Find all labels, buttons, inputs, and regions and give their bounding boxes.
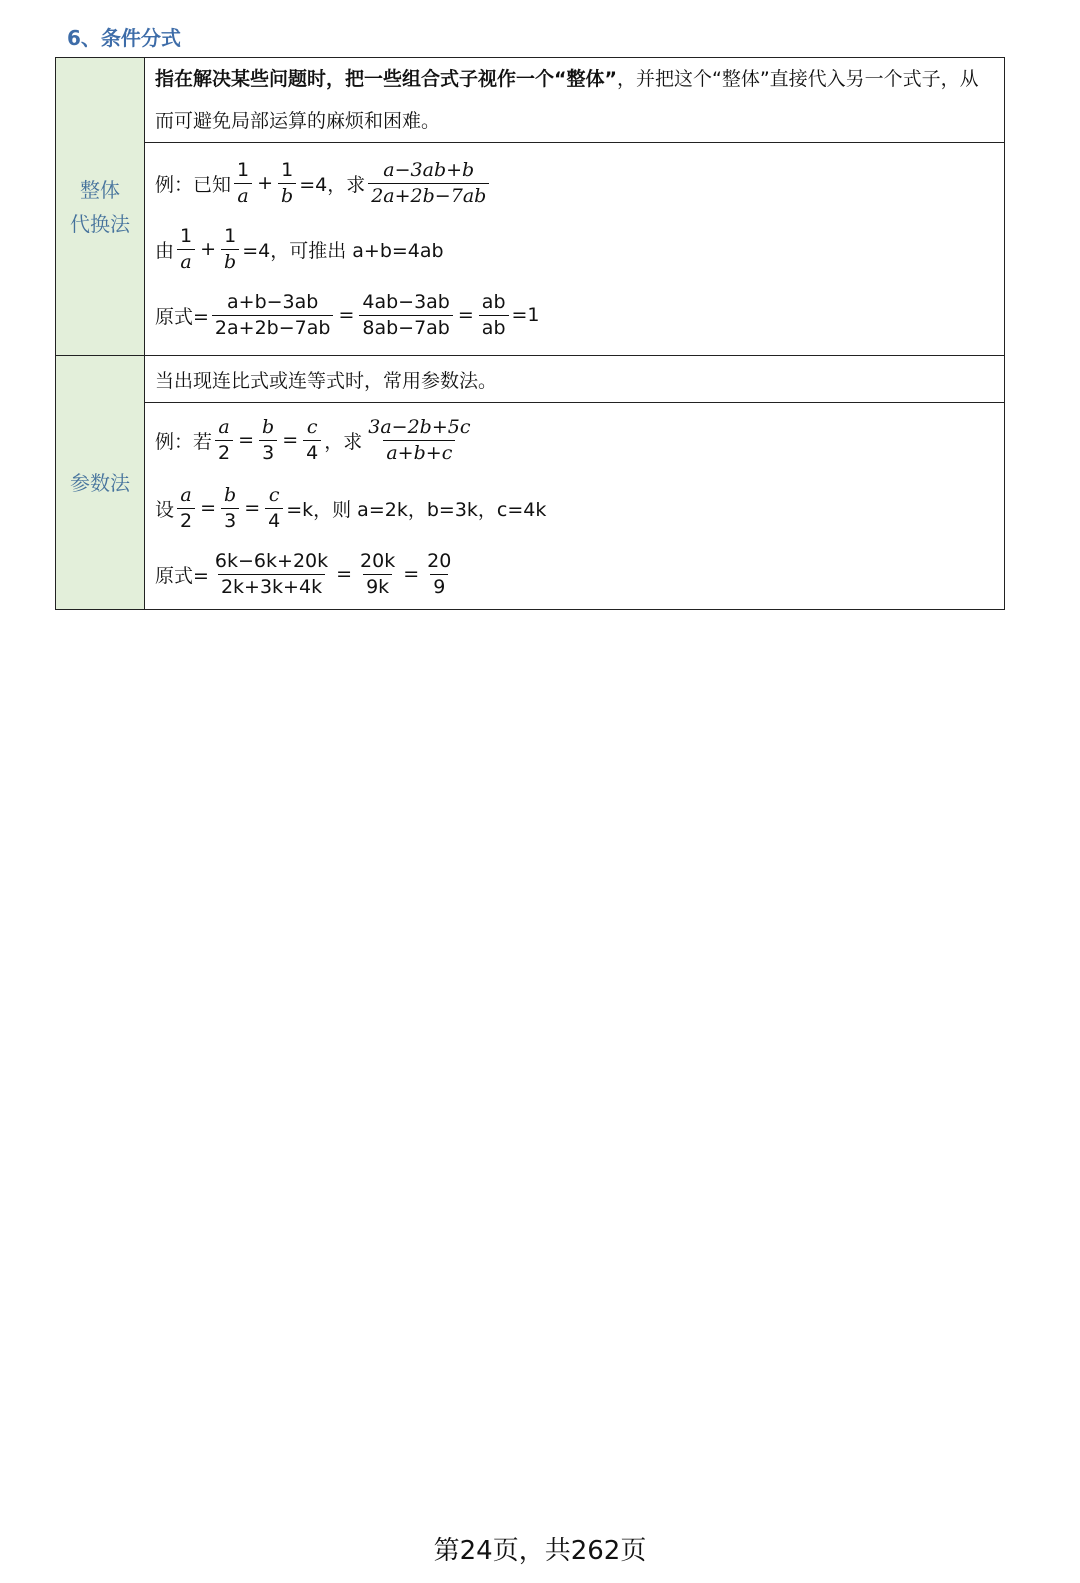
definition-bold-text: 指在解决某些问题时，把一些组合式子视作一个“整体”	[155, 68, 617, 90]
equals-sign: =	[336, 563, 353, 585]
target-fraction	[368, 159, 489, 208]
equals-sign: =	[238, 429, 255, 451]
fraction-b-over-3	[221, 484, 239, 533]
solution-line	[155, 282, 994, 348]
denominator: 3	[259, 440, 277, 465]
fraction-a-over-2	[177, 484, 195, 533]
example-line	[155, 405, 994, 475]
numerator: b	[262, 415, 275, 438]
denominator: 2a+2b−7ab	[212, 315, 334, 340]
solution-fraction-3	[479, 291, 509, 340]
derivation-result: =4，可推出 a+b=4ab	[242, 239, 444, 262]
example-cell	[145, 403, 1005, 610]
setup-line	[155, 475, 994, 541]
example-condition: =4，求	[299, 173, 366, 196]
example-cell	[145, 143, 1005, 356]
definition-text: ，并把这个“整体”直接代入另一个式子，从而可避免局部运算的麻烦和困难。	[155, 68, 979, 132]
numerator: 20	[427, 549, 452, 572]
solution-result: =1	[511, 304, 540, 326]
plus-sign: +	[200, 238, 217, 260]
solution-fraction-1	[212, 550, 331, 599]
numerator: a−3ab+b	[383, 158, 475, 181]
fraction-1-over-a	[234, 159, 252, 208]
denominator: a	[177, 249, 194, 274]
page-footer: 第24页，共262页	[433, 1536, 647, 1566]
denominator: b	[221, 249, 239, 274]
numerator: 1	[180, 224, 193, 247]
setup-result: =k，则 a=2k，b=3k，c=4k	[286, 498, 547, 521]
derivation-line	[155, 216, 994, 282]
numerator: 1	[281, 158, 294, 181]
solution-fraction-1	[212, 291, 334, 340]
solution-fraction-2	[359, 291, 453, 340]
denominator: 4	[265, 508, 283, 533]
equals-sign: =	[457, 304, 474, 326]
numerator: a+b−3ab	[227, 290, 319, 313]
fraction-1-over-b	[221, 225, 239, 274]
equals-sign: =	[244, 497, 261, 519]
numerator: 1	[237, 158, 250, 181]
section-heading: 6、条件分式	[67, 26, 181, 50]
label-whole-substitution	[56, 58, 145, 356]
denominator: 2	[215, 440, 233, 465]
label-line: 代换法	[70, 211, 130, 236]
fraction-1-over-b	[278, 159, 296, 208]
denominator: a+b+c	[383, 440, 455, 465]
numerator: a	[180, 483, 192, 506]
label-line: 整体	[80, 177, 120, 202]
numerator: c	[306, 415, 318, 438]
fraction-b-over-3	[259, 416, 277, 465]
denominator: 3	[221, 508, 239, 533]
denominator: 9k	[363, 574, 392, 599]
numerator: 4ab−3ab	[362, 290, 450, 313]
denominator: 2k+3k+4k	[218, 574, 325, 599]
numerator: ab	[481, 290, 506, 313]
row-whole-substitution-example	[56, 143, 1005, 356]
plus-sign: +	[257, 172, 274, 194]
denominator: 2a+2b−7ab	[368, 183, 489, 208]
row-whole-substitution-definition	[56, 58, 1005, 143]
numerator: 3a−2b+5c	[368, 415, 471, 438]
solution-fraction-3	[424, 550, 454, 599]
denominator: 8ab−7ab	[359, 315, 453, 340]
fraction-a-over-2	[215, 416, 233, 465]
denominator: b	[278, 183, 296, 208]
label-line: 参数法	[70, 470, 130, 495]
equals-sign: =	[200, 497, 217, 519]
numerator: a	[218, 415, 230, 438]
example-mid-text: ，求	[324, 430, 363, 453]
row-parameter-example	[56, 403, 1005, 610]
definition-text: 当出现连比式或连等式时，常用参数法。	[155, 369, 498, 392]
denominator: 4	[303, 440, 321, 465]
setup-prefix: 设	[155, 498, 175, 521]
denominator: a	[234, 183, 251, 208]
method-table	[55, 57, 1005, 610]
fraction-1-over-a	[177, 225, 195, 274]
fraction-c-over-4	[265, 484, 283, 533]
equals-sign: =	[403, 563, 420, 585]
label-parameter-method	[56, 356, 145, 610]
numerator: 6k−6k+20k	[214, 549, 329, 572]
definition-cell	[145, 356, 1005, 403]
equals-sign: =	[282, 429, 299, 451]
numerator: 20k	[360, 549, 396, 572]
numerator: c	[268, 483, 280, 506]
target-fraction	[365, 416, 473, 465]
solution-prefix: 原式=	[155, 305, 209, 328]
denominator: 9	[430, 574, 448, 599]
numerator: 1	[224, 224, 237, 247]
numerator: b	[224, 483, 237, 506]
denominator: 2	[177, 508, 195, 533]
example-line	[155, 150, 994, 216]
equals-sign: =	[338, 304, 355, 326]
row-parameter-definition	[56, 356, 1005, 403]
solution-prefix: 原式=	[155, 564, 209, 587]
solution-fraction-2	[357, 550, 398, 599]
definition-cell	[145, 58, 1005, 143]
derivation-prefix: 由	[155, 239, 175, 262]
example-prefix: 例：若	[155, 430, 213, 453]
solution-line	[155, 541, 994, 607]
example-prefix: 例：已知	[155, 173, 232, 196]
fraction-c-over-4	[303, 416, 321, 465]
denominator: ab	[479, 315, 509, 340]
